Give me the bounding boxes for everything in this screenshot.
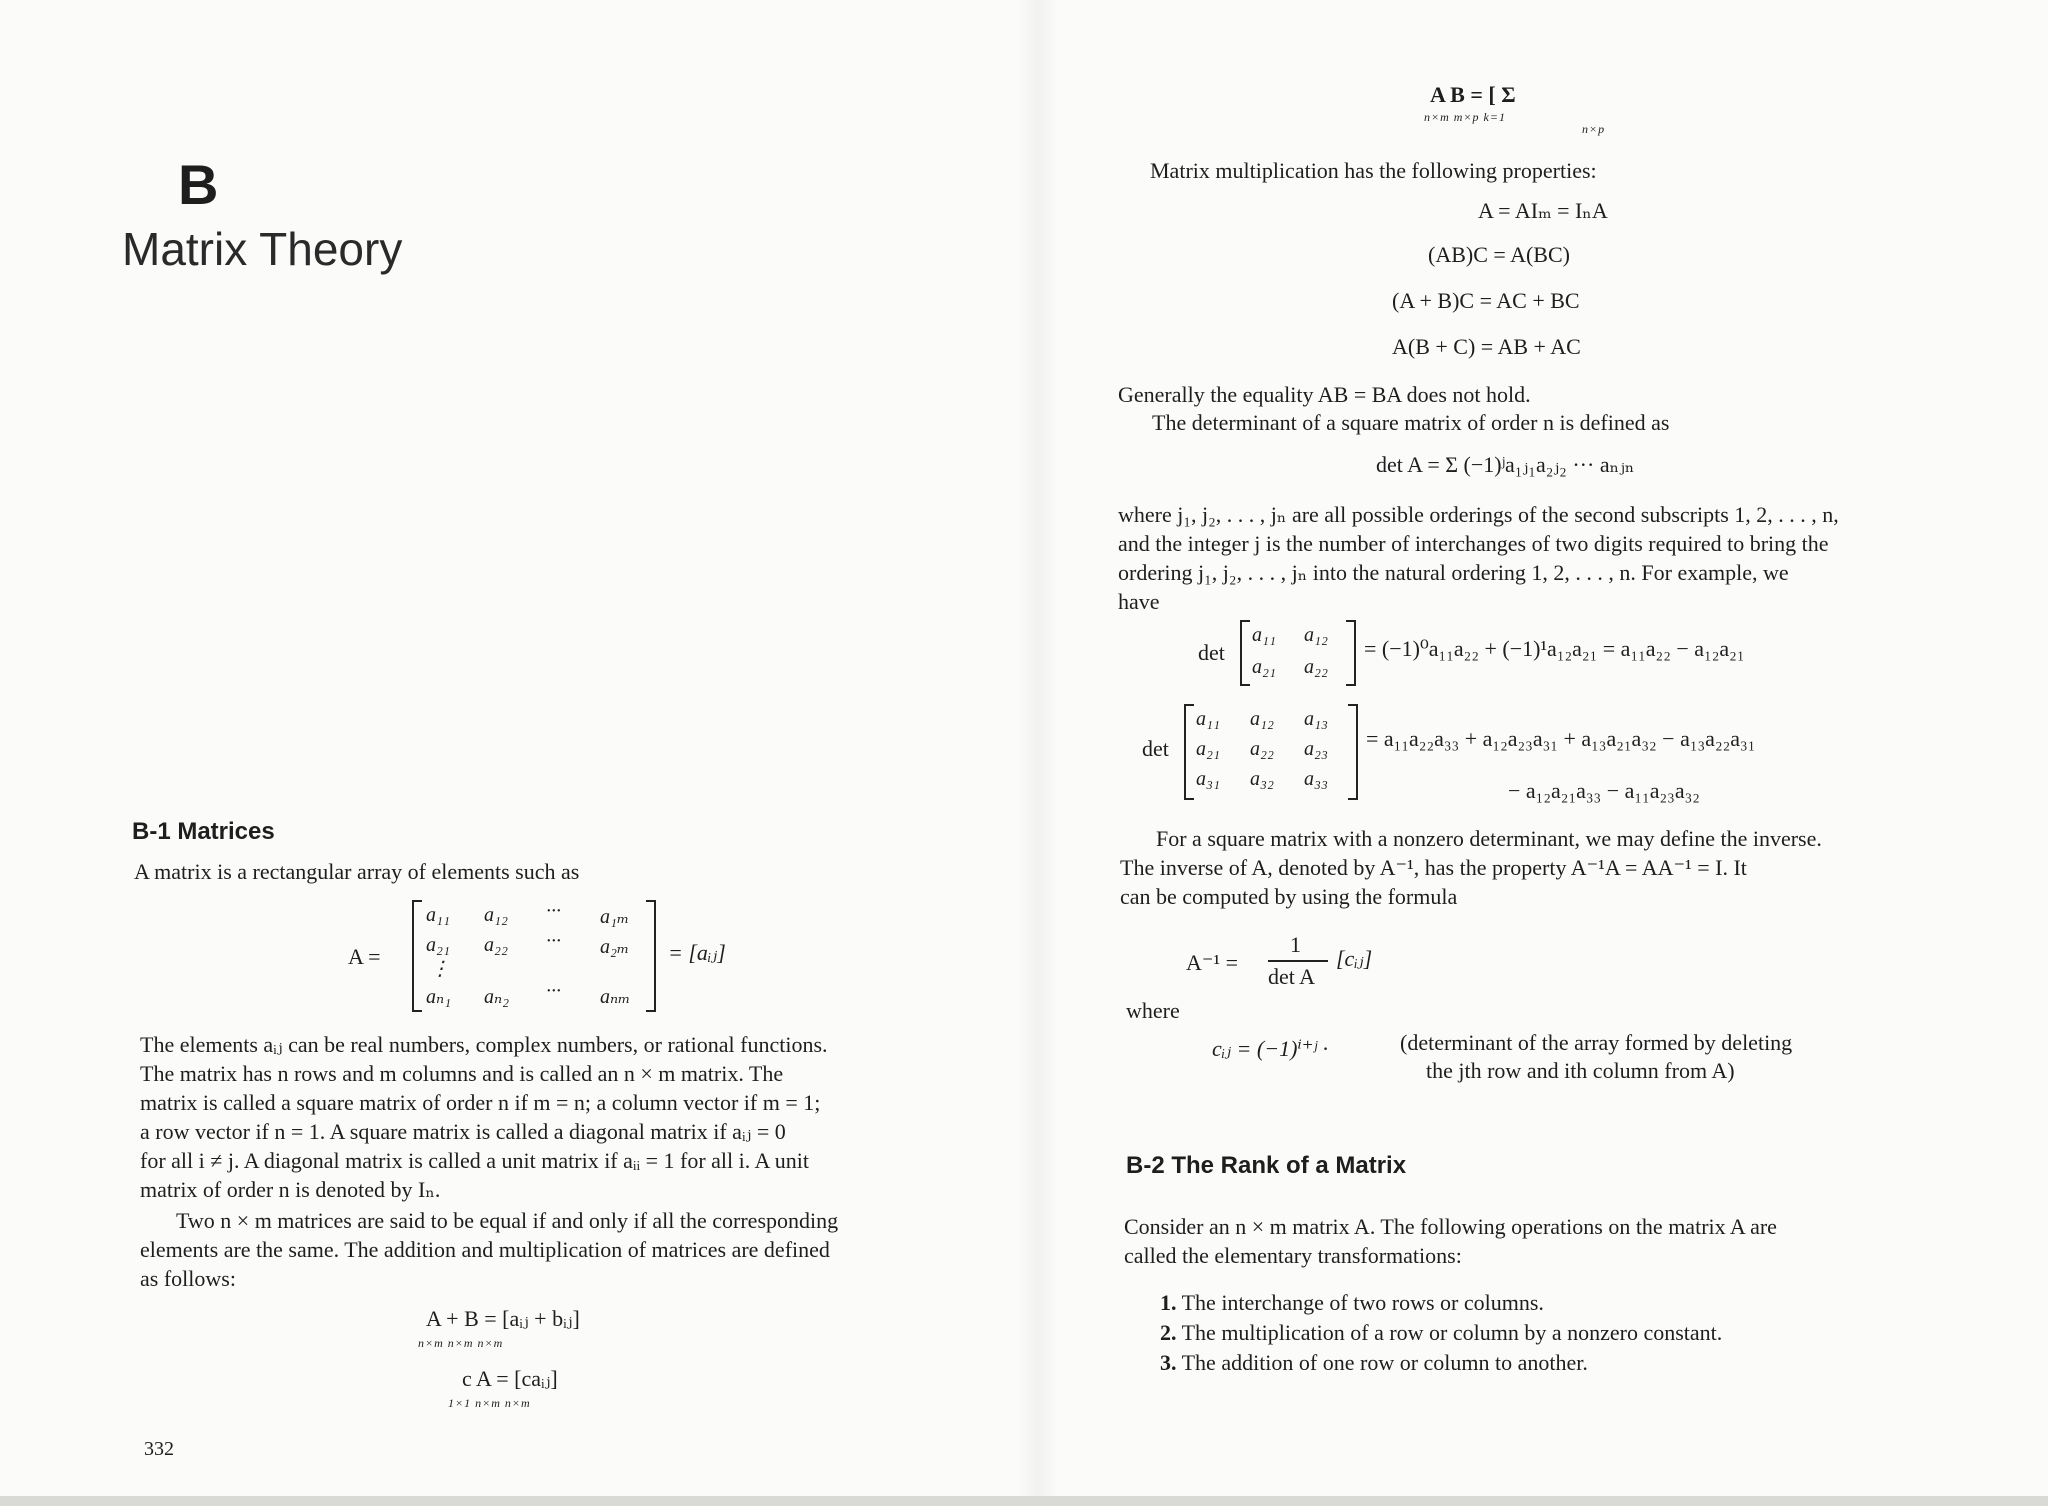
matrix-cell: ···	[546, 980, 561, 1002]
text-line: ordering j₁, j₂, . . . , jₙ into the natural ordering 1, 2, . . . , n. For example, we	[1118, 560, 1789, 585]
property-line: (AB)C = A(BC)	[1428, 242, 1570, 267]
det2-result: = (−1)⁰a₁₁a₂₂ + (−1)¹a₁₂a₂₁ = a₁₁a₂₂ − a₁₂a₂₁	[1364, 636, 1745, 661]
book-gutter	[1018, 0, 1058, 1506]
paragraph-inverse	[1120, 824, 1950, 911]
chapter-title: Matrix Theory	[122, 223, 403, 275]
text-line: where j₁, j₂, . . . , jₙ are all possible orderings of the second subscripts 1, 2, . . . , n,	[1118, 502, 1839, 527]
inverse-lhs: A⁻¹ =	[1186, 950, 1239, 975]
text-line: as follows:	[140, 1266, 236, 1291]
det2-label: det	[1198, 640, 1225, 665]
matrix-cell: a₁₁	[1196, 708, 1220, 730]
matrix-intro: A matrix is a rectangular array of elements such as	[134, 859, 580, 884]
addition-subscripts: n×m n×m n×m	[418, 1336, 504, 1350]
cofactor-formula: cᵢⱼ = (−1)ⁱ⁺ʲ ·	[1212, 1036, 1329, 1061]
matrix-cell: aₙ₂	[484, 986, 510, 1008]
multiplication-result-subscript: n×p	[1582, 122, 1606, 136]
matrix-cell: a₂₂	[1250, 738, 1274, 760]
matrix-cell: ⋮	[430, 958, 450, 980]
det3-matrix	[1184, 704, 1358, 800]
cofactor-note-line2: the jth row and ith column from A)	[1426, 1058, 1735, 1083]
matrix-cell: aₙₘ	[600, 986, 631, 1008]
property-line: (A + B)C = AC + BC	[1392, 288, 1580, 313]
section-heading-matrices: B-1 Matrices	[132, 818, 275, 845]
scalar-subscripts: 1×1 n×m n×m	[448, 1396, 531, 1410]
text-line: can be computed by using the formula	[1120, 884, 1458, 909]
text-line: have	[1118, 589, 1160, 614]
text-line: Consider an n × m matrix A. The following operations on the matrix A are	[1124, 1214, 1777, 1239]
matrix-rhs: = [aᵢⱼ]	[668, 940, 726, 965]
inverse-rhs: [cᵢⱼ]	[1336, 946, 1373, 971]
matrix-cell: a₃₂	[1250, 768, 1274, 790]
cofactor-note-line1: (determinant of the array formed by deleting	[1400, 1030, 1793, 1055]
matrix-cell: a₂₂	[484, 934, 508, 956]
paragraph-elements	[140, 1030, 970, 1204]
page-bottom-edge	[0, 1496, 2048, 1506]
matrix-cell: a₁₁	[1252, 624, 1276, 646]
det3-result: = a₁₁a₂₂a₃₃ + a₁₂a₂₃a₃₁ + a₁₃a₂₁a₃₂ − a₁₃a₂₂a₃₁	[1366, 726, 1756, 751]
property-line: A(B + C) = AB + AC	[1392, 334, 1581, 359]
matrix-cell: a₁₂	[1304, 624, 1328, 646]
text-line: The inverse of A, denoted by A⁻¹, has the property A⁻¹A = AA⁻¹ = I. It	[1120, 855, 1747, 880]
text-line: matrix is called a square matrix of order n if m = n; a column vector if m = 1;	[140, 1090, 821, 1115]
chapter-letter: B	[178, 153, 219, 216]
text-line: For a square matrix with a nonzero determinant, we may define the inverse.	[1156, 826, 1822, 851]
paragraph-equality	[140, 1206, 970, 1293]
determinant-intro: The determinant of a square matrix of order n is defined as	[1152, 410, 1670, 435]
property-line: A = AIₘ = IₙA	[1478, 198, 1608, 223]
multiplication-subscripts: n×m m×p k=1	[1424, 110, 1506, 124]
matrix-cell: a₂₂	[1304, 656, 1328, 678]
page-number: 332	[144, 1438, 174, 1460]
text-line: called the elementary transformations:	[1124, 1243, 1462, 1268]
matrix-cell: ···	[546, 900, 561, 922]
fraction-bar	[1268, 960, 1328, 962]
matrix-cell: a₂₃	[1304, 738, 1328, 760]
text-line: Two n × m matrices are said to be equal if and only if all the corresponding	[176, 1208, 839, 1233]
matrix-cell: a₁₂	[484, 904, 508, 926]
section-heading-rank: B-2 The Rank of a Matrix	[1126, 1152, 1407, 1179]
matrix-cell: a₁₃	[1304, 708, 1328, 730]
scalar-equation: c A = [caᵢⱼ]	[462, 1366, 558, 1391]
paragraph-orderings	[1118, 500, 1948, 616]
matrix-cell: a₂₁	[1196, 738, 1220, 760]
inverse-denominator: det A	[1268, 964, 1316, 989]
matrix-cell: a₂₁	[1252, 656, 1276, 678]
text-line: matrix of order n is denoted by Iₙ.	[140, 1177, 441, 1202]
inverse-numerator: 1	[1290, 932, 1301, 957]
text-line: for all i ≠ j. A diagonal matrix is called a unit matrix if aᵢᵢ = 1 for all i. A unit	[140, 1148, 809, 1173]
where-label: where	[1126, 998, 1180, 1023]
det3-result-continued: − a₁₂a₂₁a₃₃ − a₁₁a₂₃a₃₂	[1508, 778, 1700, 803]
text-line: elements are the same. The addition and multiplication of matrices are defined	[140, 1237, 830, 1262]
matrix-lhs: A =	[348, 944, 381, 969]
matrix-cell: a₂ₘ	[600, 936, 630, 958]
matrix-cell: a₃₁	[1196, 768, 1220, 790]
generally-line: Generally the equality AB = BA does not hold.	[1118, 382, 1531, 407]
list-item: 2. The multiplication of a row or column by a nonzero constant.	[1160, 1320, 1723, 1345]
text-line: and the integer j is the number of interchanges of two digits required to bring the	[1118, 531, 1829, 556]
general-matrix	[412, 900, 656, 1012]
matrix-cell: a₁ₘ	[600, 906, 630, 928]
list-item: 1. The interchange of two rows or columns.	[1160, 1290, 1544, 1315]
matrix-cell: a₁₁	[426, 904, 450, 926]
matrix-cell: a₂₁	[426, 934, 450, 956]
matrix-cell: ···	[546, 930, 561, 952]
text-line: The matrix has n rows and m columns and is called an n × m matrix. The	[140, 1061, 784, 1086]
matrix-cell: a₁₂	[1250, 708, 1274, 730]
addition-equation: A + B = [aᵢⱼ + bᵢⱼ]	[426, 1306, 580, 1331]
det3-label: det	[1142, 736, 1169, 761]
text-line: a row vector if n = 1. A square matrix is called a diagonal matrix if aᵢⱼ = 0	[140, 1119, 786, 1144]
paragraph-rank	[1124, 1212, 1954, 1270]
matrix-cell: a₃₃	[1304, 768, 1328, 790]
list-item: 3. The addition of one row or column to another.	[1160, 1350, 1588, 1375]
multiplication-equation: A B = [ Σ	[1430, 82, 1516, 107]
det2-matrix	[1240, 620, 1356, 686]
text-line: The elements aᵢⱼ can be real numbers, complex numbers, or rational functions.	[140, 1032, 828, 1057]
determinant-formula: det A = Σ (−1)ʲa₁ⱼ₁a₂ⱼ₂ ··· aₙⱼₙ	[1376, 452, 1635, 477]
matrix-cell: aₙ₁	[426, 986, 452, 1008]
multiplication-properties-intro: Matrix multiplication has the following properties:	[1150, 158, 1597, 183]
